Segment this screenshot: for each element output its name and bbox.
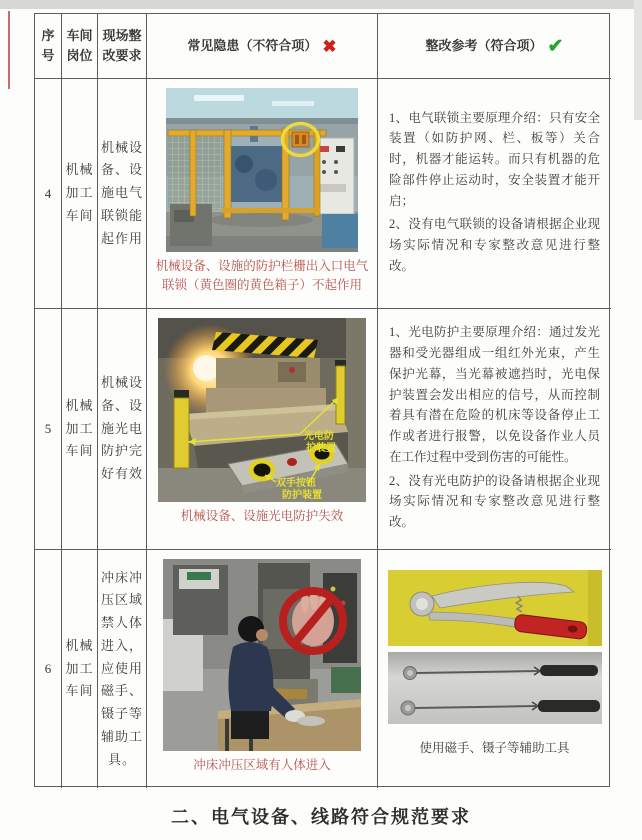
header-no-label: 序号 — [41, 27, 55, 63]
header-workshop-label: 车间岗位 — [66, 27, 93, 63]
row6-no-cell — [35, 550, 62, 788]
interlock-box — [292, 132, 309, 147]
machine-guard-interlock-photo — [166, 88, 358, 252]
light-curtain-left-bar — [174, 398, 189, 468]
header-hazard-label: 常见隐患（不符合项） — [187, 37, 318, 53]
reference-paragraph: 2、没有电气联锁的设备请根据企业现场实际情况和专家整改意见进行整改。 — [389, 217, 600, 273]
row5-no-cell — [35, 309, 62, 550]
row5-hazard-cell — [147, 309, 378, 550]
magnetic-hand-tool-photo — [388, 570, 602, 646]
press-light-curtain-photo — [158, 318, 366, 502]
reference-paragraph: 1、电气联锁主要原理介绍：只有安全装置（如防护网、栏、板等）关合时，机器才能运转。而只有机器的危险部件停止运动时，安全装置才能开启； — [389, 110, 600, 208]
row4-reference-cell — [378, 79, 611, 309]
scan-artifact-red-line — [8, 11, 10, 89]
tweezer-tools-photo — [388, 652, 602, 724]
row-number: 5 — [44, 421, 52, 436]
row6-reference-caption: 使用磁手、镊子等辅助工具 — [419, 741, 570, 755]
reference-paragraph: 1、光电防护主要原理介绍：通过发光器和受光器组成一组红外光束，产生保护光幕，当光幕被遮挡时，光电保护装置会发出相应的信号，从而控制着具有潜在危险的机床等设备停止工作或者进行报警，以免设备作业人员在工作过程中受到伤害的可能性。 — [389, 325, 600, 464]
requirement-label: 冲床冲压区域禁人体进入，应使用磁手、镊子等辅助工具。 — [101, 569, 144, 767]
photo-label-light-curtain-line1: 光电防 — [304, 431, 334, 442]
workshop-label: 机械加工车间 — [65, 397, 94, 459]
row5-workshop-cell — [62, 309, 98, 550]
header-cell-no — [35, 14, 62, 79]
scan-artifact-top — [0, 0, 642, 9]
row5-reference-cell — [378, 309, 611, 550]
row4-hazard-caption: 机械设备、设施的防护栏栅出入口电气联锁（黄色圈的黄色箱子）不起作用 — [155, 259, 369, 292]
header-cell-reference — [378, 14, 611, 79]
row4-requirement-cell — [98, 79, 147, 309]
header-reference-label: 整改参考（符合项） — [425, 37, 543, 53]
row-number: 6 — [44, 661, 52, 676]
workshop-label: 机械加工车间 — [65, 637, 94, 699]
requirement-label: 机械设备、设施光电防护完好有效 — [101, 375, 144, 482]
requirement-label: 机械设备、设施电气联锁能起作用 — [101, 139, 144, 246]
scan-artifact-right — [634, 0, 642, 120]
green-check-icon: ✔ — [547, 35, 564, 57]
header-cell-workshop — [62, 14, 98, 79]
row6-hazard-cell — [147, 550, 378, 788]
reference-paragraph: 2、没有光电防护的设备请根据企业现场实际情况和专家整改意见进行整改。 — [389, 473, 600, 529]
safety-inspection-table — [34, 13, 610, 787]
section-title: 二、电气设备、线路符合规范要求 — [171, 807, 471, 827]
row-number: 4 — [44, 185, 52, 201]
header-cell-requirement — [98, 14, 147, 79]
row5-requirement-cell — [98, 309, 147, 550]
light-curtain-right-bar — [336, 366, 345, 424]
row6-hazard-caption: 冲床冲压区域有人体进入 — [193, 758, 331, 772]
row6-workshop-cell — [62, 550, 98, 788]
workshop-label: 机械加工车间 — [65, 162, 94, 223]
row5-hazard-caption: 机械设备、设施光电防护失效 — [180, 509, 344, 523]
header-requirement-label: 现场整改要求 — [102, 27, 142, 63]
row6-reference-cell — [378, 550, 611, 788]
row4-no-cell — [35, 79, 62, 309]
red-cross-icon: ✖ — [322, 36, 337, 56]
worker-figure — [228, 642, 273, 711]
worker-press-prohibited-photo — [163, 559, 361, 751]
row4-hazard-cell — [147, 79, 378, 309]
photo-label-light-curtain-line2: 护装置 — [306, 443, 336, 454]
photo-label-two-hand-line2: 防护装置 — [282, 490, 322, 501]
row6-requirement-cell — [98, 550, 147, 788]
header-cell-hazard — [147, 14, 378, 79]
photo-label-two-hand-line1: 双手按钮 — [276, 478, 316, 489]
row4-workshop-cell — [62, 79, 98, 309]
